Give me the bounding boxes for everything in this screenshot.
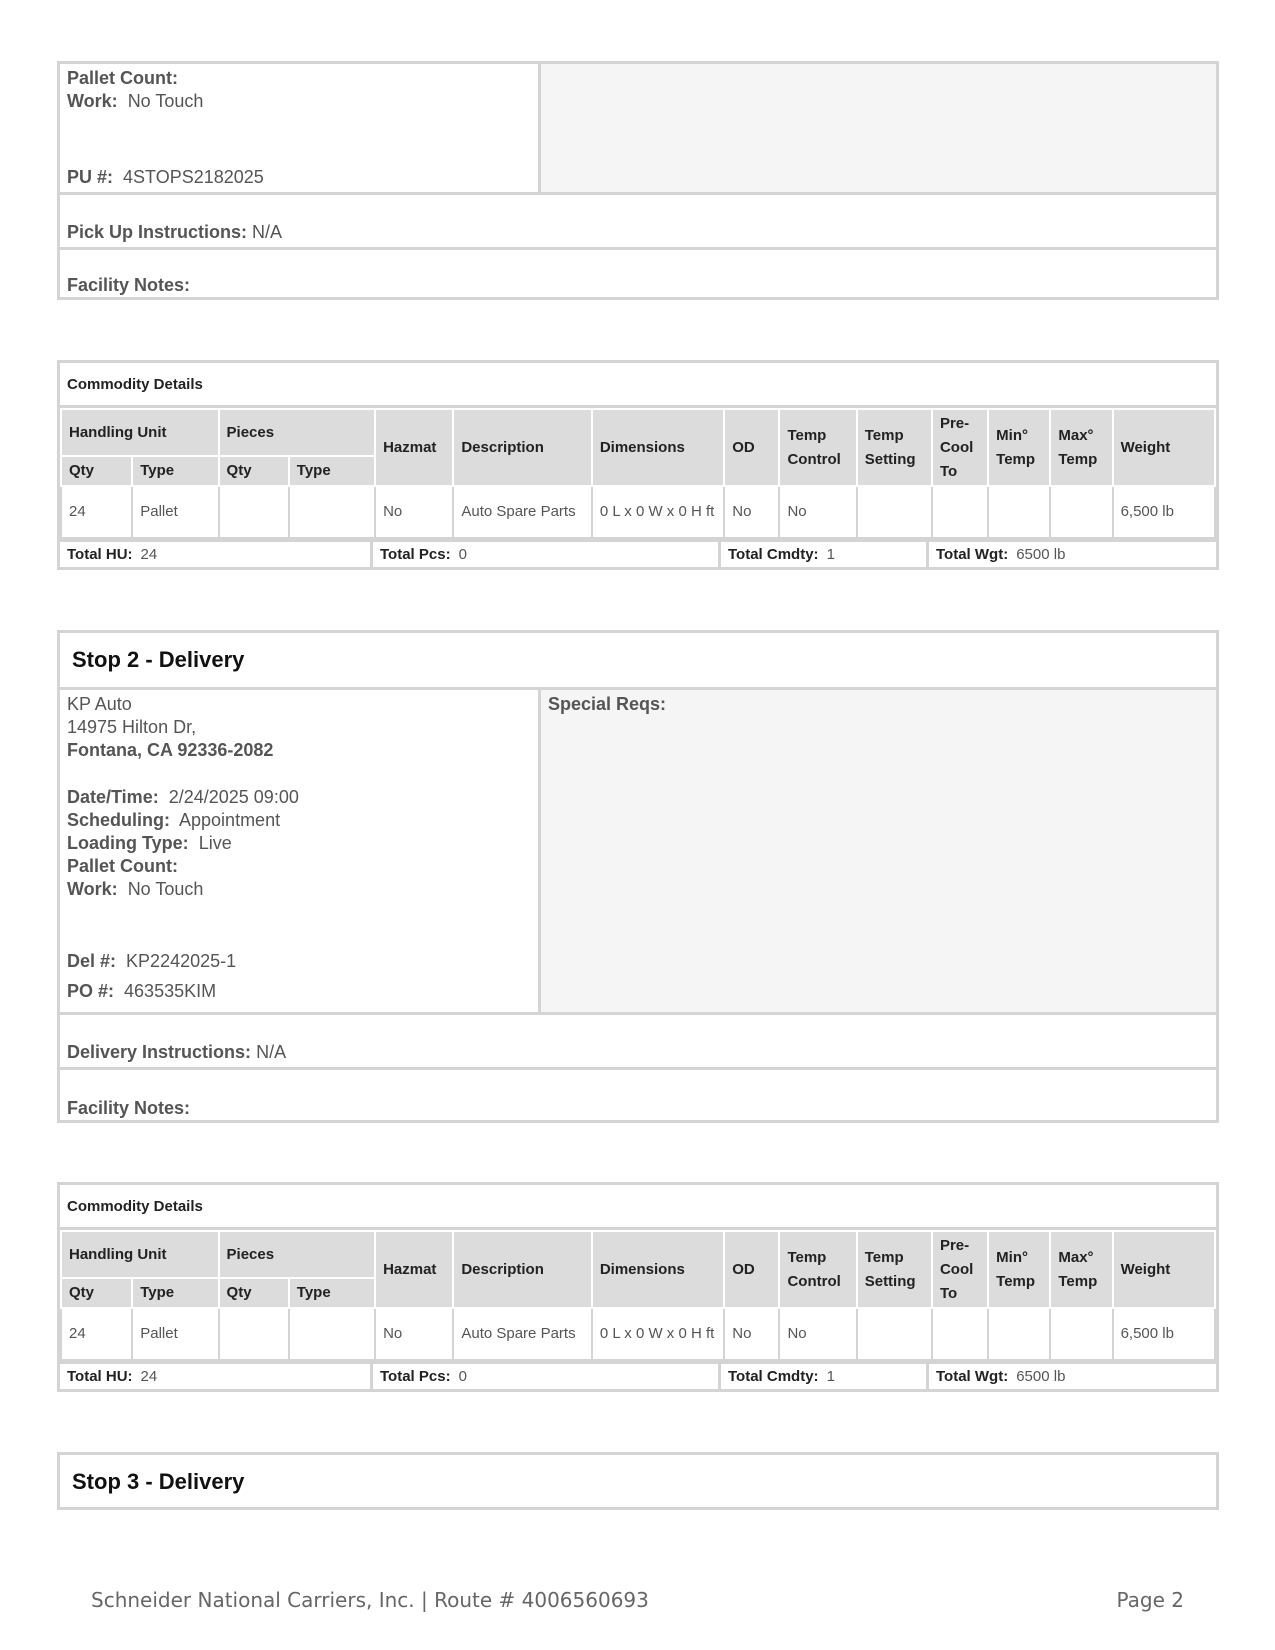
header-pieces: Pieces	[219, 1231, 376, 1278]
scheduling-label: Scheduling:	[67, 810, 170, 830]
cell-temp-setting	[857, 486, 932, 538]
delivery-instructions-label: Delivery Instructions:	[67, 1042, 252, 1062]
total-hu-value: 24	[140, 1368, 158, 1385]
pu-number-value: 4STOPS2182025	[123, 167, 264, 187]
cell-pre-cool	[932, 486, 988, 538]
header-od: OD	[724, 1231, 779, 1308]
stop-1-continuation	[57, 61, 1219, 300]
cell-pc-type	[289, 1308, 375, 1360]
stop-1-special-reqs-panel	[541, 64, 1216, 192]
pickup-instructions-value: N/A	[252, 222, 283, 242]
header-hu-qty: Qty	[61, 456, 132, 486]
total-pcs-value: 0	[458, 1368, 467, 1385]
cell-temp-control: No	[779, 1308, 856, 1360]
work-label: Work:	[67, 879, 118, 899]
commodity-table	[60, 1230, 1216, 1361]
total-pcs-label: Total Pcs:	[380, 546, 451, 563]
header-hazmat: Hazmat	[375, 409, 453, 486]
total-hu-label: Total HU:	[67, 1368, 133, 1385]
work-value: No Touch	[127, 91, 204, 111]
header-weight: Weight	[1113, 1231, 1215, 1308]
stop-3-title: Stop 3 - Delivery	[72, 1469, 245, 1494]
header-min-temp: Min° Temp	[988, 1231, 1050, 1308]
total-wgt-value: 6500 lb	[1016, 1368, 1066, 1385]
pickup-instructions-row	[60, 192, 1216, 247]
cell-od: No	[724, 486, 779, 538]
delivery-instructions-row	[60, 1012, 1216, 1067]
loading-type-label: Loading Type:	[67, 833, 189, 853]
header-temp-setting: Temp Setting	[857, 409, 932, 486]
table-row	[61, 1308, 1215, 1360]
cell-max-temp	[1050, 486, 1112, 538]
stop-2-address-line1: 14975 Hilton Dr,	[67, 717, 197, 737]
facility-notes-label: Facility Notes:	[67, 1098, 191, 1118]
cell-dimensions: 0 L x 0 W x 0 H ft	[592, 486, 724, 538]
header-handling-unit: Handling Unit	[61, 1231, 219, 1278]
total-cmdty-label: Total Cmdty:	[728, 1368, 819, 1385]
header-hu-type: Type	[132, 1278, 218, 1308]
header-description: Description	[453, 409, 591, 486]
stop-2-address-line2: Fontana, CA 92336-2082	[67, 740, 274, 760]
del-number-label: Del #:	[67, 951, 117, 971]
cell-pc-type	[289, 486, 375, 538]
cell-pre-cool	[932, 1308, 988, 1360]
header-handling-unit: Handling Unit	[61, 409, 219, 456]
cell-min-temp	[988, 486, 1050, 538]
stop-2-section	[57, 630, 1219, 1123]
pallet-count-label: Pallet Count:	[67, 68, 178, 88]
cell-hu-qty: 24	[61, 1308, 132, 1360]
cell-description: Auto Spare Parts	[453, 1308, 591, 1360]
total-cmdty-label: Total Cmdty:	[728, 546, 819, 563]
total-cmdty-value: 1	[826, 1368, 835, 1385]
stop-2-company: KP Auto	[67, 694, 132, 714]
header-hazmat: Hazmat	[375, 1231, 453, 1308]
cell-hu-type: Pallet	[132, 486, 218, 538]
total-wgt-value: 6500 lb	[1016, 546, 1066, 563]
header-temp-control: Temp Control	[779, 1231, 856, 1308]
header-pc-type: Type	[289, 456, 375, 486]
footer-page-number: Page 2	[1116, 1588, 1184, 1612]
pu-number-label: PU #:	[67, 167, 114, 187]
datetime-label: Date/Time:	[67, 787, 159, 807]
cell-od: No	[724, 1308, 779, 1360]
commodity-details-2	[57, 1182, 1219, 1392]
special-reqs-label: Special Reqs:	[548, 694, 667, 714]
header-pc-qty: Qty	[219, 456, 289, 486]
datetime-value: 2/24/2025 09:00	[168, 787, 299, 807]
commodity-details-title: Commodity Details	[60, 363, 1216, 408]
po-number-value: 463535KIM	[124, 981, 217, 1001]
header-weight: Weight	[1113, 409, 1215, 486]
commodity-table	[60, 408, 1216, 539]
facility-notes-row	[60, 1067, 1216, 1120]
stop-2-title: Stop 2 - Delivery	[72, 647, 245, 672]
cell-dimensions: 0 L x 0 W x 0 H ft	[592, 1308, 724, 1360]
header-pc-type: Type	[289, 1278, 375, 1308]
header-temp-setting: Temp Setting	[857, 1231, 932, 1308]
work-label: Work:	[67, 91, 118, 111]
stop-3-section	[57, 1452, 1219, 1510]
del-number-value: KP2242025-1	[126, 951, 237, 971]
cell-min-temp	[988, 1308, 1050, 1360]
header-min-temp: Min° Temp	[988, 409, 1050, 486]
total-cmdty-value: 1	[826, 546, 835, 563]
loading-type-value: Live	[198, 833, 232, 853]
stop-2-details	[60, 690, 541, 1012]
total-pcs-value: 0	[458, 546, 467, 563]
header-pieces: Pieces	[219, 409, 376, 456]
facility-notes-row	[60, 247, 1216, 297]
header-dimensions: Dimensions	[592, 409, 724, 486]
commodity-details-title: Commodity Details	[60, 1185, 1216, 1230]
header-pre-cool: Pre-Cool To	[932, 1231, 988, 1308]
cell-hazmat: No	[375, 486, 453, 538]
pickup-instructions-label: Pick Up Instructions:	[67, 222, 248, 242]
cell-temp-setting	[857, 1308, 932, 1360]
header-dimensions: Dimensions	[592, 1231, 724, 1308]
stop-1-details	[60, 64, 541, 192]
work-value: No Touch	[127, 879, 204, 899]
header-pc-qty: Qty	[219, 1278, 289, 1308]
stop-2-special-reqs-panel	[541, 690, 1216, 1012]
facility-notes-label: Facility Notes:	[67, 275, 191, 295]
scheduling-value: Appointment	[179, 810, 281, 830]
cell-weight: 6,500 lb	[1113, 486, 1215, 538]
total-wgt-label: Total Wgt:	[936, 1368, 1009, 1385]
header-hu-qty: Qty	[61, 1278, 132, 1308]
page-footer	[91, 1588, 1184, 1612]
cell-temp-control: No	[779, 486, 856, 538]
header-max-temp: Max° Temp	[1050, 409, 1112, 486]
commodity-totals	[60, 539, 1216, 567]
cell-pc-qty	[219, 486, 289, 538]
table-row	[61, 486, 1215, 538]
po-number-label: PO #:	[67, 981, 115, 1001]
header-description: Description	[453, 1231, 591, 1308]
cell-hu-qty: 24	[61, 486, 132, 538]
total-hu-label: Total HU:	[67, 546, 133, 563]
cell-pc-qty	[219, 1308, 289, 1360]
header-max-temp: Max° Temp	[1050, 1231, 1112, 1308]
header-pre-cool: Pre-Cool To	[932, 409, 988, 486]
cell-weight: 6,500 lb	[1113, 1308, 1215, 1360]
total-hu-value: 24	[140, 546, 158, 563]
commodity-details-1	[57, 360, 1219, 570]
cell-max-temp	[1050, 1308, 1112, 1360]
cell-hazmat: No	[375, 1308, 453, 1360]
header-hu-type: Type	[132, 456, 218, 486]
footer-company-route: Schneider National Carriers, Inc. | Route # 4006560693	[91, 1588, 649, 1612]
delivery-instructions-value: N/A	[256, 1042, 287, 1062]
cell-description: Auto Spare Parts	[453, 486, 591, 538]
total-wgt-label: Total Wgt:	[936, 546, 1009, 563]
commodity-totals	[60, 1361, 1216, 1389]
total-pcs-label: Total Pcs:	[380, 1368, 451, 1385]
header-od: OD	[724, 409, 779, 486]
cell-hu-type: Pallet	[132, 1308, 218, 1360]
pallet-count-label: Pallet Count:	[67, 856, 178, 876]
header-temp-control: Temp Control	[779, 409, 856, 486]
